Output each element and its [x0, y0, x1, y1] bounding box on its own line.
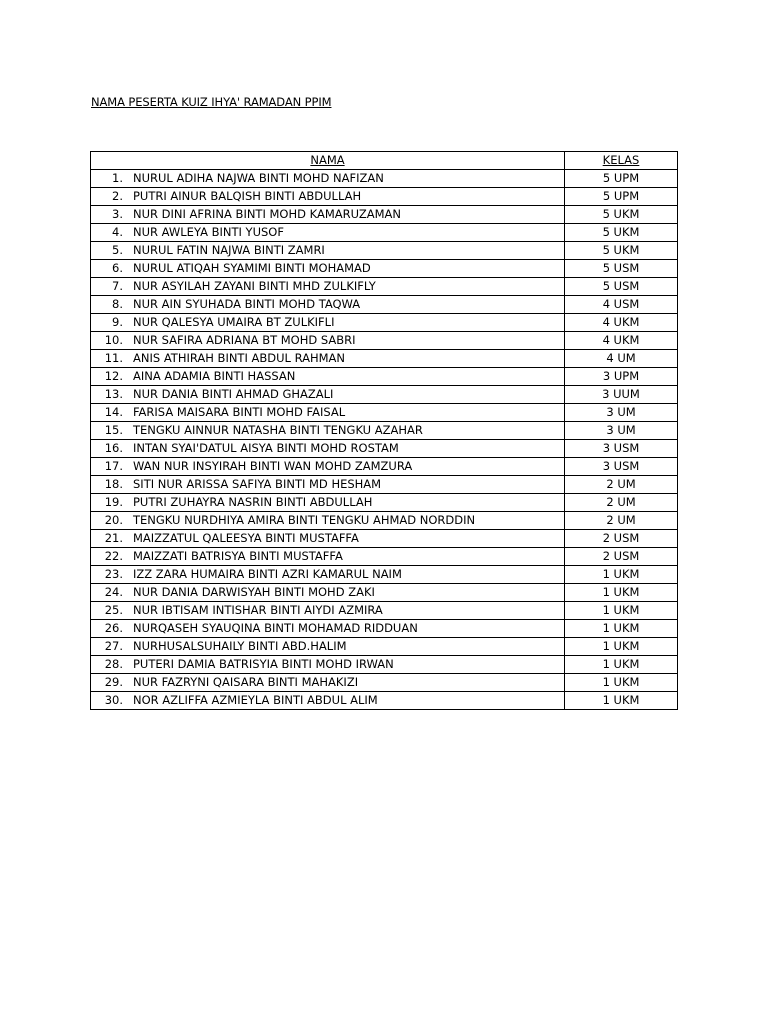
participant-name: NUR ASYILAH ZAYANI BINTI MHD ZULKIFLY [133, 279, 376, 293]
participant-class-cell: 1 UKM [565, 602, 678, 620]
participant-name-cell [91, 206, 565, 224]
participant-name-cell [91, 458, 565, 476]
participant-name: NUR AIN SYUHADA BINTI MOHD TAQWA [133, 297, 361, 311]
row-number: 14. [104, 405, 123, 419]
participant-class-cell: 1 UKM [565, 674, 678, 692]
participant-name-cell [91, 548, 565, 566]
participant-name-cell [91, 440, 565, 458]
participant-name-cell [91, 242, 565, 260]
row-number: 24. [104, 585, 123, 599]
participant-name-cell [91, 692, 565, 710]
participant-name: NURUL ATIQAH SYAMIMI BINTI MOHAMAD [133, 261, 371, 275]
participant-name-cell [91, 476, 565, 494]
participant-class-cell: 5 USM [565, 260, 678, 278]
row-number: 8. [112, 297, 123, 311]
table-row [91, 512, 678, 530]
row-number: 17. [104, 459, 123, 473]
table-row [91, 278, 678, 296]
table-row [91, 584, 678, 602]
participant-name: NURQASEH SYAUQINA BINTI MOHAMAD RIDDUAN [133, 621, 418, 635]
row-number: 6. [112, 261, 123, 275]
participant-name-cell [91, 494, 565, 512]
participant-class-cell: 1 UKM [565, 584, 678, 602]
table-header-row [91, 152, 678, 170]
table-row [91, 674, 678, 692]
table-row [91, 188, 678, 206]
name-column-header: NAMA [91, 152, 565, 170]
participant-name-cell [91, 332, 565, 350]
participant-name-cell [91, 404, 565, 422]
row-number: 15. [104, 423, 123, 437]
participant-class-cell: 1 UKM [565, 656, 678, 674]
row-number: 1. [112, 171, 123, 185]
participant-class-cell: 5 UPM [565, 188, 678, 206]
participant-name-cell [91, 314, 565, 332]
participant-class-cell: 3 UM [565, 404, 678, 422]
participant-name-cell [91, 224, 565, 242]
participant-name: NUR AWLEYA BINTI YUSOF [133, 225, 284, 239]
participant-name-cell [91, 602, 565, 620]
row-number: 13. [104, 387, 123, 401]
participant-class-cell: 5 UPM [565, 170, 678, 188]
participant-name: NUR DINI AFRINA BINTI MOHD KAMARUZAMAN [133, 207, 401, 221]
participant-name-cell [91, 188, 565, 206]
table-row [91, 476, 678, 494]
table-row [91, 458, 678, 476]
participant-class-cell: 5 UKM [565, 224, 678, 242]
participant-class-cell: 2 UM [565, 494, 678, 512]
participant-class-cell: 4 UM [565, 350, 678, 368]
participant-name-cell [91, 350, 565, 368]
participant-name: NUR DANIA BINTI AHMAD GHAZALI [133, 387, 334, 401]
row-number: 26. [104, 621, 123, 635]
row-number: 18. [104, 477, 123, 491]
row-number: 2. [112, 189, 123, 203]
table-row [91, 620, 678, 638]
table-row [91, 206, 678, 224]
participant-name: SITI NUR ARISSA SAFIYA BINTI MD HESHAM [133, 477, 382, 491]
participant-name: WAN NUR INSYIRAH BINTI WAN MOHD ZAMZURA [133, 459, 413, 473]
table-row [91, 386, 678, 404]
row-number: 16. [104, 441, 123, 455]
participant-name: IZZ ZARA HUMAIRA BINTI AZRI KAMARUL NAIM [133, 567, 402, 581]
participant-class-cell: 3 UM [565, 422, 678, 440]
participant-class-cell: 4 USM [565, 296, 678, 314]
participant-name: INTAN SYAI'DATUL AISYA BINTI MOHD ROSTAM [133, 441, 399, 455]
participant-class-cell: 3 USM [565, 458, 678, 476]
participant-class-cell: 2 USM [565, 548, 678, 566]
table-row [91, 350, 678, 368]
row-number: 30. [104, 693, 123, 707]
participant-name: PUTRI ZUHAYRA NASRIN BINTI ABDULLAH [133, 495, 373, 509]
participant-name: NUR FAZRYNI QAISARA BINTI MAHAKIZI [133, 675, 359, 689]
participant-class-cell: 3 USM [565, 440, 678, 458]
participant-name: NURHUSALSUHAILY BINTI ABD.HALIM [133, 639, 347, 653]
participant-name-cell [91, 386, 565, 404]
participant-class-cell: 4 UKM [565, 314, 678, 332]
participant-name: NURUL ADIHA NAJWA BINTI MOHD NAFIZAN [133, 171, 384, 185]
table-row [91, 404, 678, 422]
table-row [91, 422, 678, 440]
participant-name-cell [91, 422, 565, 440]
row-number: 21. [104, 531, 123, 545]
participant-class-cell: 2 USM [565, 530, 678, 548]
participant-name: TENGKU AINNUR NATASHA BINTI TENGKU AZAHAR [133, 423, 423, 437]
participant-name-cell [91, 584, 565, 602]
participant-name: ANIS ATHIRAH BINTI ABDUL RAHMAN [133, 351, 346, 365]
table-row [91, 440, 678, 458]
row-number: 7. [112, 279, 123, 293]
document-title: NAMA PESERTA KUIZ IHYA' RAMADAN PPIM [91, 95, 332, 109]
participant-name: NUR IBTISAM INTISHAR BINTI AIYDI AZMIRA [133, 603, 383, 617]
table-row [91, 296, 678, 314]
participant-name: PUTERI DAMIA BATRISYIA BINTI MOHD IRWAN [133, 657, 394, 671]
participant-name-cell [91, 296, 565, 314]
participant-name-cell [91, 260, 565, 278]
participant-name: FARISA MAISARA BINTI MOHD FAISAL [133, 405, 346, 419]
participant-class-cell: 5 USM [565, 278, 678, 296]
participant-name: NUR DANIA DARWISYAH BINTI MOHD ZAKI [133, 585, 375, 599]
participant-class-cell: 3 UPM [565, 368, 678, 386]
row-number: 10. [104, 333, 123, 347]
table-body [91, 170, 678, 710]
row-number: 23. [104, 567, 123, 581]
row-number: 3. [112, 207, 123, 221]
table-row [91, 638, 678, 656]
table-row [91, 368, 678, 386]
participant-name-cell [91, 170, 565, 188]
table-row [91, 602, 678, 620]
row-number: 5. [112, 243, 123, 257]
participant-name-cell [91, 566, 565, 584]
table-row [91, 656, 678, 674]
table-row [91, 224, 678, 242]
participant-class-cell: 4 UKM [565, 332, 678, 350]
row-number: 28. [104, 657, 123, 671]
participant-name: PUTRI AINUR BALQISH BINTI ABDULLAH [133, 189, 362, 203]
row-number: 4. [112, 225, 123, 239]
table-row [91, 548, 678, 566]
participant-name: NUR SAFIRA ADRIANA BT MOHD SABRI [133, 333, 356, 347]
participant-class-cell: 5 UKM [565, 206, 678, 224]
participant-name: NOR AZLIFFA AZMIEYLA BINTI ABDUL ALIM [133, 693, 378, 707]
participant-name: NUR QALESYA UMAIRA BT ZULKIFLI [133, 315, 335, 329]
participant-class-cell: 1 UKM [565, 638, 678, 656]
participant-name-cell [91, 656, 565, 674]
table-row [91, 566, 678, 584]
row-number: 9. [112, 315, 123, 329]
table-row [91, 242, 678, 260]
row-number: 22. [104, 549, 123, 563]
participant-name: MAIZZATUL QALEESYA BINTI MUSTAFFA [133, 531, 359, 545]
participant-name: MAIZZATI BATRISYA BINTI MUSTAFFA [133, 549, 343, 563]
participant-name-cell [91, 620, 565, 638]
table-row [91, 170, 678, 188]
table-row [91, 314, 678, 332]
participant-name: NURUL FATIN NAJWA BINTI ZAMRI [133, 243, 325, 257]
participant-name-cell [91, 368, 565, 386]
participant-name-cell [91, 512, 565, 530]
participant-class-cell: 1 UKM [565, 692, 678, 710]
participant-class-cell: 1 UKM [565, 620, 678, 638]
participant-name: TENGKU NURDHIYA AMIRA BINTI TENGKU AHMAD NORDDIN [133, 513, 476, 527]
participant-name-cell [91, 278, 565, 296]
participant-table [90, 151, 678, 710]
class-column-header: KELAS [565, 152, 678, 170]
row-number: 29. [104, 675, 123, 689]
table-row [91, 494, 678, 512]
participant-class-cell: 2 UM [565, 512, 678, 530]
table-row [91, 530, 678, 548]
participant-name: AINA ADAMIA BINTI HASSAN [133, 369, 296, 383]
row-number: 25. [104, 603, 123, 617]
table-row [91, 692, 678, 710]
participant-name-cell [91, 530, 565, 548]
participant-class-cell: 2 UM [565, 476, 678, 494]
participant-class-cell: 1 UKM [565, 566, 678, 584]
row-number: 12. [104, 369, 123, 383]
participant-class-cell: 3 UUM [565, 386, 678, 404]
participant-class-cell: 5 UKM [565, 242, 678, 260]
row-number: 19. [104, 495, 123, 509]
row-number: 20. [104, 513, 123, 527]
participant-name-cell [91, 638, 565, 656]
participant-name-cell [91, 674, 565, 692]
row-number: 27. [104, 639, 123, 653]
table-row [91, 260, 678, 278]
row-number: 11. [104, 351, 123, 365]
table-row [91, 332, 678, 350]
